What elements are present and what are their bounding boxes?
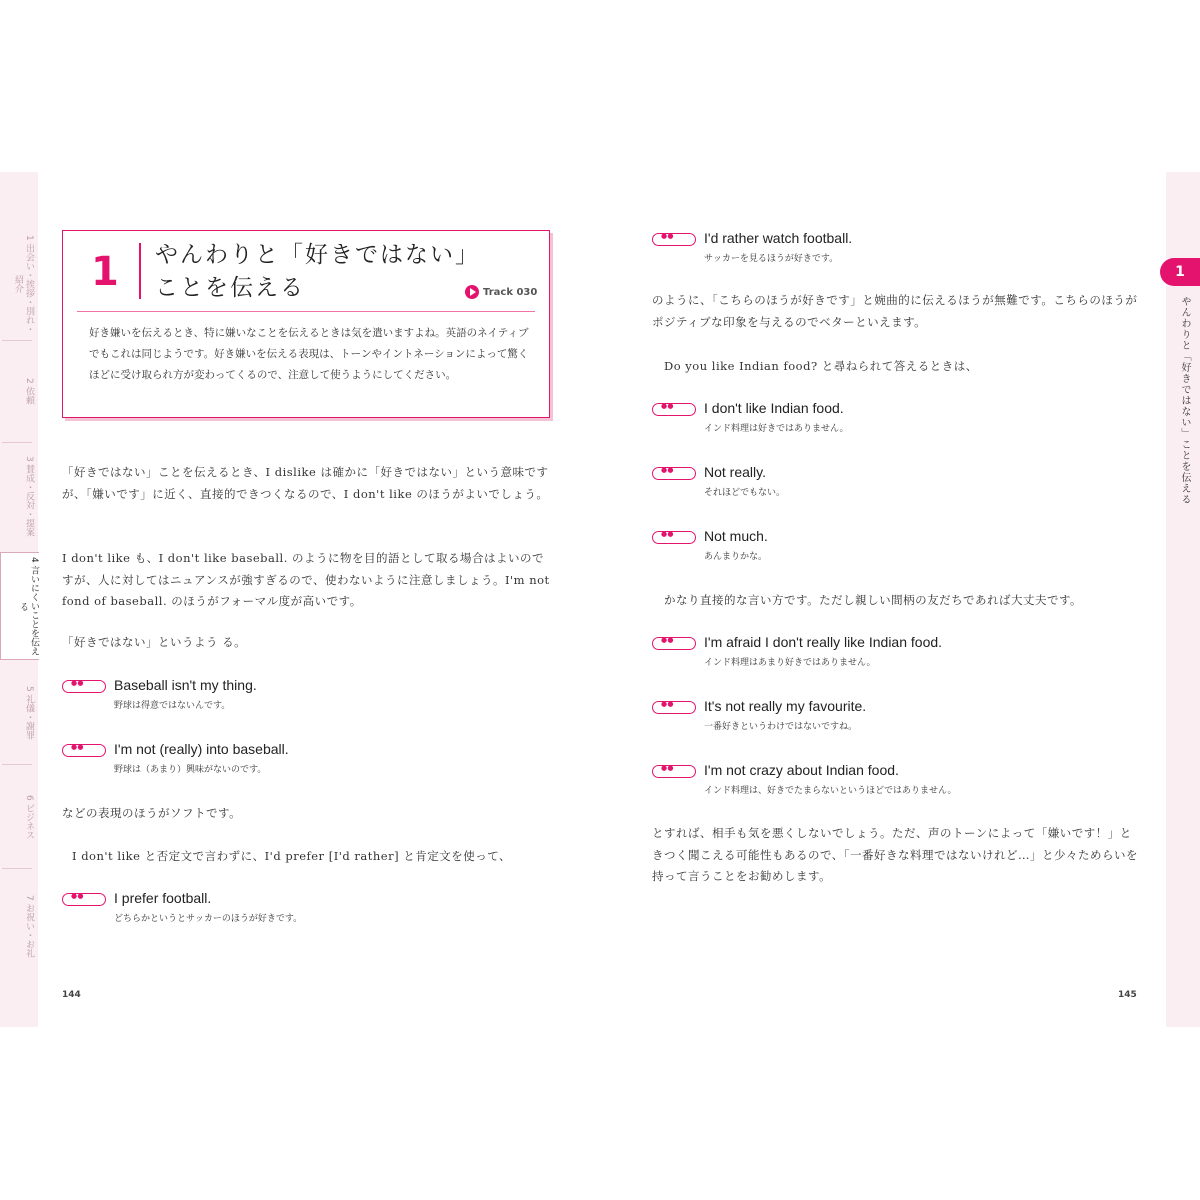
right-paragraph-2: Do you like Indian food? と尋ねられて答えるときは、 [664, 359, 978, 373]
example-english: I'm not (really) into baseball. [114, 741, 289, 757]
left-paragraph-5: I don't like と否定文で言わずに、I'd prefer [I'd rather] と肯定文を使って、 [72, 849, 512, 863]
chapter-tab-1[interactable]: 1 出会い・挨拶・別れ・紹介 [13, 234, 34, 334]
example-japanese: どちらかというとサッカーのほうが好きです。 [114, 914, 303, 924]
audio-marker-icon [652, 637, 696, 650]
example-japanese: 野球は得意ではないんです。 [114, 701, 231, 711]
example-english: I don't like Indian food. [704, 400, 844, 416]
audio-marker-icon [652, 765, 696, 778]
audio-marker-icon [652, 403, 696, 416]
audio-marker-icon [62, 893, 106, 906]
section-heading-box [62, 230, 550, 418]
section-intro: 好き嫌いを伝えるとき、特に嫌いなことを伝えるときは気を遣いますよね。英語のネイティブでもこれは同じようです。好き嫌いを伝える表現は、トーンやイントネーションによって驚くほどに受け取られ方が変わってくるので、注意して使うようにしてください。 [89, 327, 529, 381]
example-japanese: それほどでもない。 [704, 488, 786, 498]
example-english: I prefer football. [114, 890, 212, 906]
chapter-tab-3[interactable]: 3 賛成・反対・提案 [24, 455, 34, 537]
heading-divider [139, 243, 141, 299]
right-paragraph-3: かなり直接的な言い方です。ただし親しい間柄の友だちであれば大丈夫です。 [664, 593, 1083, 607]
track-label: Track 030 [483, 286, 538, 298]
play-icon[interactable] [465, 285, 479, 299]
right-paragraph-4: とすれば、相手も気を悪くしないでしょう。ただ、声のトーンによって「嫌いです！」ときつく聞こえる可能性もあるので、「一番好きな料理ではないけれど…」と少々ためらいを持って言うことをお勧めします。 [652, 826, 1139, 883]
audio-marker-icon [652, 531, 696, 544]
audio-marker-icon [62, 744, 106, 757]
example-japanese: インド料理はあまり好きではありません。 [704, 658, 876, 668]
left-paragraph-4: などの表現のほうがソフトです。 [62, 806, 242, 820]
heading-rule [77, 311, 535, 312]
example-english: I'd rather watch football. [704, 230, 853, 246]
example-english: It's not really my favourite. [704, 698, 867, 714]
tab-divider [2, 764, 32, 765]
example-japanese: 野球は（あまり）興味がないのです。 [114, 765, 267, 775]
example-english: Not really. [704, 464, 766, 480]
chapter-tab-5[interactable]: 5 礼儀・謝罪 [24, 686, 34, 740]
tab-divider [2, 442, 32, 443]
section-title [155, 239, 480, 305]
left-paragraph-1: 「好きではない」ことを伝えるとき、I dislike は確かに「好きではない」という意味ですが、「嫌いです」に近く、直接的できつくなるので、I don't like のほうがよいでしょう。 [62, 465, 549, 501]
section-number-badge[interactable]: 1 [1160, 258, 1200, 286]
example-english: I'm afraid I don't really like Indian food. [704, 634, 943, 650]
section-number: 1 [91, 249, 119, 295]
page-number-right: 145 [1118, 990, 1137, 1000]
page-number-left: 144 [62, 990, 81, 1000]
audio-marker-icon [652, 701, 696, 714]
tab-divider [2, 868, 32, 869]
example-japanese: サッカーを見るほうが好きです。 [704, 254, 839, 264]
example-japanese: あんまりかな。 [704, 552, 768, 562]
left-paragraph-2: I don't like も、I don't like baseball. のように物を目的語として取る場合はよいのですが、人に対してはニュアンスが強すぎるので、使わないように注意しましょう。I'm not fond of baseball. のほうがフォーマル度が高いです。 [62, 551, 550, 608]
section-title-line1: やんわりと「好きではない」 [155, 242, 480, 268]
section-title-line2: ことを伝える [155, 275, 305, 301]
section-side-title: やんわりと「好きではない」ことを伝える [1179, 296, 1190, 505]
audio-track[interactable] [465, 285, 537, 299]
example-english: Not much. [704, 528, 768, 544]
chapter-tab-2[interactable]: 2 依頼 [24, 377, 34, 405]
right-paragraph-1: のように、「こちらのほうが好きです」と婉曲的に伝えるほうが無難です。こちらのほうがポジティブな印象を与えるのでベターといえます。 [652, 293, 1138, 329]
chapter-tab-7[interactable]: 7 お祝い・お礼 [24, 894, 34, 958]
chapter-tab-4[interactable]: 4 言いにくいことを伝える [0, 552, 39, 660]
example-japanese: インド料理は、好きでたまらないというほどではありません。 [704, 786, 957, 796]
audio-marker-icon [652, 467, 696, 480]
audio-marker-icon [652, 233, 696, 246]
example-english: I'm not crazy about Indian food. [704, 762, 899, 778]
left-paragraph-3: 「好きではない」というよう る。 [62, 635, 247, 649]
example-japanese: インド料理は好きではありません。 [704, 424, 849, 434]
example-japanese: 一番好きというわけではないですね。 [704, 722, 858, 732]
chapter-tab-6[interactable]: 6 ビジネス [24, 794, 34, 840]
audio-marker-icon [62, 680, 106, 693]
tab-divider [2, 340, 32, 341]
left-chapter-tabs [0, 172, 38, 1027]
example-english: Baseball isn't my thing. [114, 677, 257, 693]
